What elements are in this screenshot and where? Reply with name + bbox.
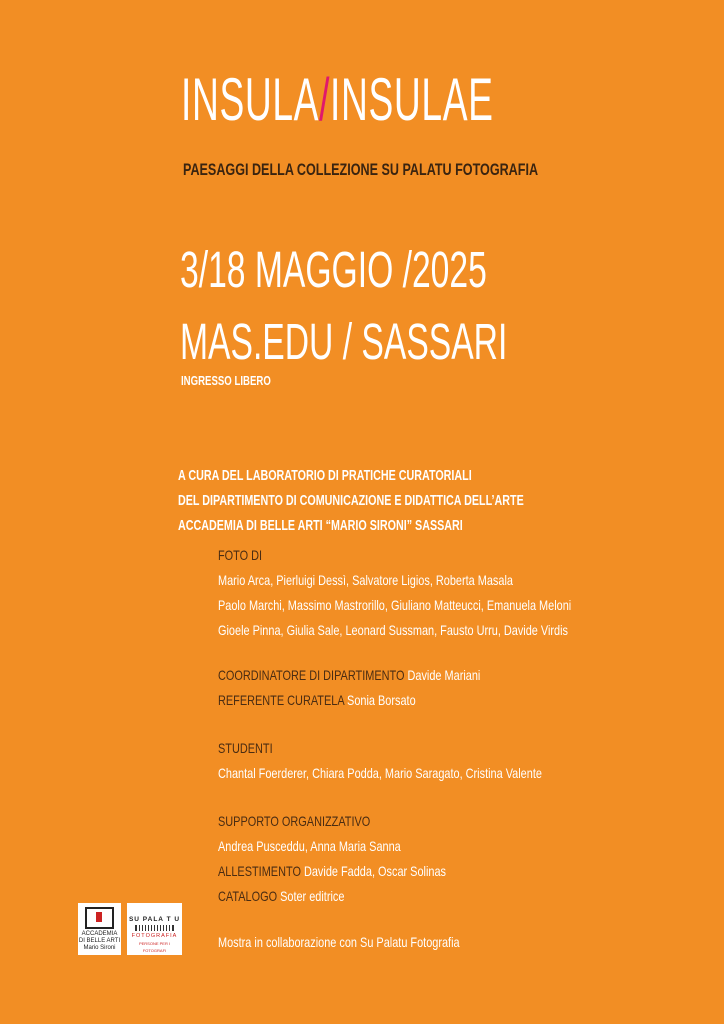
academy-logo-line-3: Mario Sironi — [83, 945, 116, 951]
setup-label: ALLESTIMENTO — [218, 863, 301, 879]
admission-note: INGRESSO LIBERO — [181, 373, 271, 388]
support-heading: SUPPORTO ORGANIZZATIVO — [218, 813, 371, 829]
title-part-1: INSULA — [181, 66, 320, 133]
su-palatu-logo-small: PERSONE PER I FOTOGRAFI — [138, 941, 171, 953]
catalogue-label: CATALOGO — [218, 888, 278, 904]
curated-by-line-1: A CURA DEL LABORATORIO DI PRATICHE CURATORIALI — [178, 468, 472, 484]
coordinator-line — [218, 663, 480, 688]
title-slash: / — [319, 66, 331, 133]
students-names: Chantal Foerderer, Chiara Podda, Mario Saragato, Cristina Valente — [218, 765, 542, 781]
staff-section — [218, 663, 480, 713]
catalogue-line — [218, 884, 446, 909]
support-section — [218, 809, 446, 909]
academy-logo-line-2: DI BELLE ARTI — [78, 938, 121, 944]
setup-line — [218, 859, 446, 884]
title-part-2: INSULAE — [330, 66, 494, 133]
coordinator-value: Davide Mariani — [404, 667, 481, 683]
students-heading: STUDENTI — [218, 740, 273, 756]
curated-by-line-2: DEL DIPARTIMENTO DI COMUNICAZIONE E DIDATTICA DELL’ARTE — [178, 493, 524, 509]
collaboration-note: Mostra in collaborazione con Su Palatu Fotografia — [218, 934, 460, 950]
curatorship-line — [218, 688, 480, 713]
curated-by-line-3: ACCADEMIA DI BELLE ARTI “MARIO SIRONI” SASSARI — [178, 518, 463, 534]
su-palatu-logo-name: SU PALA T U — [128, 916, 181, 923]
photographers-section — [218, 543, 571, 643]
photographers-heading: FOTO DI — [218, 547, 263, 563]
catalogue-value: Soter editrice — [277, 888, 345, 904]
poster-subtitle: PAESAGGI DELLA COLLEZIONE SU PALATU FOTOGRAFIA — [183, 160, 539, 179]
academy-logo-mark — [85, 907, 114, 929]
support-names: Andrea Pusceddu, Anna Maria Sanna — [218, 838, 401, 854]
setup-value: Davide Fadda, Oscar Solinas — [300, 863, 447, 879]
photographers-line-3: Gioele Pinna, Giulia Sale, Leonard Sussman, Fausto Urru, Davide Virdis — [218, 622, 569, 638]
photographers-line-2: Paolo Marchi, Massimo Mastrorillo, Giuliano Matteucci, Emanuela Meloni — [218, 597, 572, 613]
event-place: MAS.EDU / SASSARI — [180, 313, 508, 370]
su-palatu-logo-bars — [135, 925, 174, 931]
academy-logo — [78, 903, 121, 955]
photographers-line-1: Mario Arca, Pierluigi Dessì, Salvatore Ligios, Roberta Masala — [218, 572, 513, 588]
academy-logo-line-1: ACCADEMIA — [81, 931, 118, 937]
su-palatu-logo — [127, 903, 182, 955]
curatorship-label: REFERENTE CURATELA — [218, 692, 345, 708]
students-section — [218, 736, 542, 786]
su-palatu-logo-sub: FOTOGRAFIA — [131, 933, 178, 939]
poster-title — [181, 66, 494, 133]
coordinator-label: COORDINATORE DI DIPARTIMENTO — [218, 667, 405, 683]
curated-by — [178, 464, 524, 539]
event-dates: 3/18 MAGGIO /2025 — [180, 241, 487, 298]
curatorship-value: Sonia Borsato — [344, 692, 416, 708]
